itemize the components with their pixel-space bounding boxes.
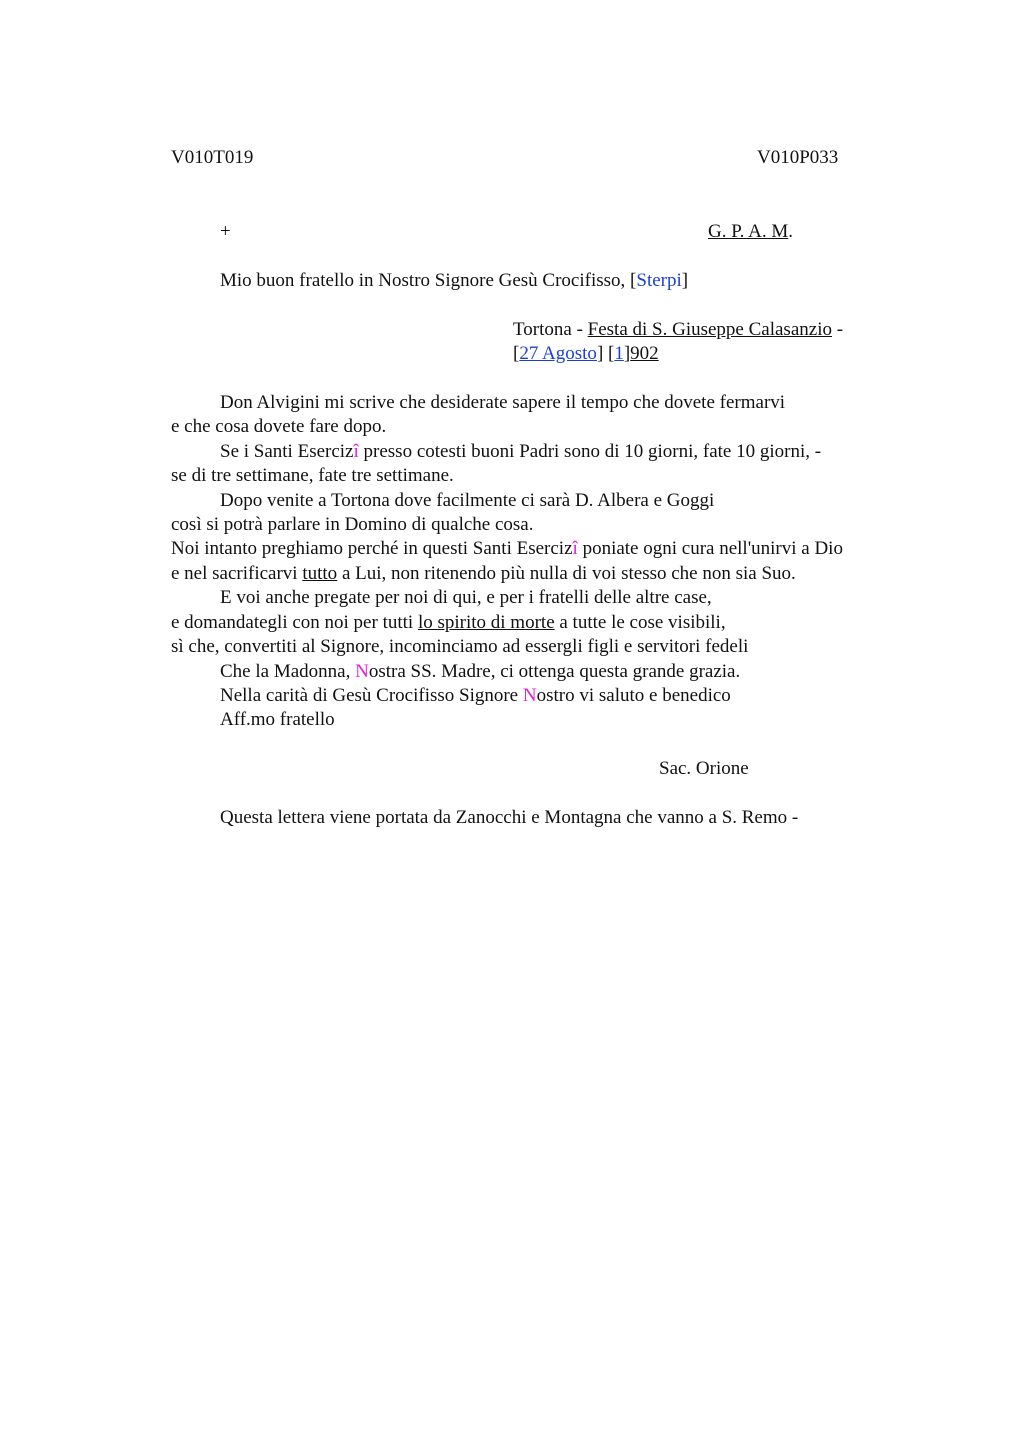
gpam-trail: . xyxy=(788,221,793,242)
body-line-13 xyxy=(220,684,731,708)
body-line-3 xyxy=(220,440,821,464)
salutation-text: Mio buon fratello in Nostro Signore Gesù Crocifisso, xyxy=(220,270,631,291)
date-year-digit: 1 xyxy=(614,343,624,364)
bracket-open: [ xyxy=(630,270,637,291)
body-line-4: se di tre settimane, fate tre settimane. xyxy=(171,465,454,486)
body-line-8-a: e nel sacrificarvi xyxy=(171,563,303,584)
postscript: Questa lettera viene portata da Zanocchi e Montagna che vanno a S. Remo - xyxy=(220,807,799,828)
signature: Sac. Orione xyxy=(659,758,749,779)
body-line-7 xyxy=(171,537,843,561)
body-line-12-n: N xyxy=(355,661,369,682)
gpam-text: G. P. A. M xyxy=(708,221,789,242)
date-day-month: 27 Agosto xyxy=(519,343,597,364)
body-line-12-b: ostra SS. Madre, ci ottenga questa grande grazia. xyxy=(368,661,741,682)
body-line-8-b: a Lui, non ritenendo più nulla di voi stesso che non sia Suo. xyxy=(337,563,796,584)
body-line-3-b: presso cotesti buoni Padri sono di 10 giorni, fate 10 giorni, - xyxy=(358,441,822,462)
feast-dash: - xyxy=(831,319,844,340)
recipient-annotation: Sterpi xyxy=(636,270,682,291)
date-year-rest: 902 xyxy=(630,343,659,364)
body-line-7-b: poniate ogni cura nell'unirvi a Dio xyxy=(577,538,843,559)
gpam-heading xyxy=(708,220,793,244)
closing-line: Aff.mo fratello xyxy=(220,709,335,730)
date-bracket-mid: ] [ xyxy=(596,343,615,364)
body-line-10-b: a tutte le cose visibili, xyxy=(554,612,726,633)
body-line-13-a: Nella carità di Gesù Crocifisso Signore xyxy=(220,685,523,706)
body-line-12 xyxy=(220,660,740,684)
page-code-right: V010P033 xyxy=(757,147,839,168)
body-line-8-underlined: tutto xyxy=(302,563,338,584)
word-prefix: Noi intanto preghiamo perché in questi Santi Eserciz xyxy=(171,538,573,559)
body-line-5: Dopo venite a Tortona dove facilmente ci sarà D. Albera e Goggi xyxy=(220,490,715,511)
circumflex-annotation: î xyxy=(572,538,578,559)
body-line-10-underlined: lo spirito di morte xyxy=(417,612,555,633)
document-code-left: V010T019 xyxy=(171,147,254,168)
date-bracket-open: [ xyxy=(513,343,520,364)
body-line-9: E voi anche pregate per noi di qui, e per i fratelli delle altre case, xyxy=(220,587,712,608)
body-line-2: e che cosa dovete fare dopo. xyxy=(171,416,387,437)
body-line-10-a: e domandategli con noi per tutti xyxy=(171,612,418,633)
body-line-13-b: ostro vi saluto e benedico xyxy=(536,685,731,706)
dateline-date xyxy=(513,342,659,366)
feast-text: Festa di S. Giuseppe Calasanzio xyxy=(587,319,832,340)
dateline-place xyxy=(513,318,843,342)
bracket-close: ] xyxy=(681,270,689,291)
body-line-1: Don Alvigini mi scrive che desiderate sapere il tempo che dovete fermarvi xyxy=(220,392,786,413)
body-line-10 xyxy=(171,611,726,635)
body-line-6: così si potrà parlare in Domino di qualche cosa. xyxy=(171,514,534,535)
date-bracket-close: ] xyxy=(623,343,631,364)
salutation xyxy=(220,269,688,293)
body-line-11: sì che, convertiti al Signore, incominciamo ad essergli figli e servitori fedeli xyxy=(171,636,749,657)
body-line-8 xyxy=(171,562,796,586)
circumflex-annotation: î xyxy=(353,441,359,462)
cross-symbol: + xyxy=(220,221,231,242)
body-line-13-n: N xyxy=(522,685,537,706)
place-text: Tortona - xyxy=(513,319,588,340)
body-line-12-a: Che la Madonna, xyxy=(220,661,356,682)
word-prefix: Se i Santi Eserciz xyxy=(220,441,354,462)
